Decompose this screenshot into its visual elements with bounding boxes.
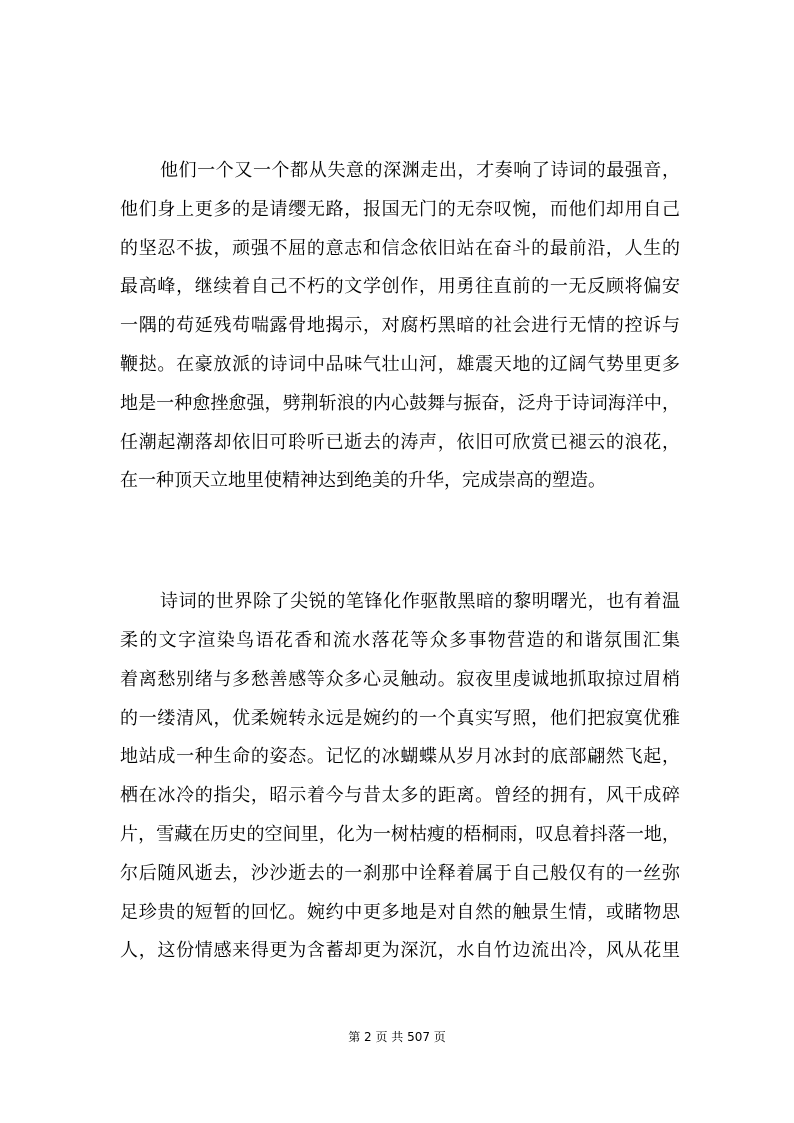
text-line: 他们一个又一个都从失意的深渊走出，才奏响了诗词的最强音， [160, 160, 680, 181]
text-line: 他们身上更多的是请缨无路，报国无门的无奈叹惋，而他们却用自己 [120, 198, 680, 220]
document-body [120, 152, 680, 971]
text-line: 的坚忍不拔，顽强不屈的意志和信念依旧站在奋斗的最前沿，人生的 [120, 237, 680, 259]
text-line: 柔的文字渲染鸟语花香和流水落花等众多事物营造的和谐氛围汇集 [120, 629, 680, 651]
text-line: 地是一种愈挫愈强，劈荆斩浪的内心鼓舞与振奋，泛舟于诗词海洋中， [120, 392, 680, 414]
text-line: 足珍贵的短暂的回忆。婉约中更多地是对自然的触景生情，或睹物思 [120, 901, 680, 923]
paragraph-2 [120, 583, 680, 971]
page-footer: 第 2 页 共 507 页 [348, 1030, 446, 1044]
text-line: 尔后随风逝去，沙沙逝去的一刹那中诠释着属于自己般仅有的一丝弥 [120, 862, 680, 884]
paragraph-1 [120, 152, 680, 501]
paragraph-spacer [120, 501, 680, 583]
text-line: 着离愁别绪与多愁善感等众多心灵触动。寂夜里虔诚地抓取掠过眉梢 [120, 668, 680, 690]
text-line: 任潮起潮落却依旧可聆听已逝去的涛声，依旧可欣赏已褪云的浪花， [120, 431, 680, 453]
text-line: 人，这份情感来得更为含蓄却更为深沉，水自竹边流出冷，风从花里 [120, 940, 680, 962]
text-line: 鞭挞。在豪放派的诗词中品味气壮山河，雄震天地的辽阔气势里更多 [120, 353, 680, 375]
text-line: 的一缕清风，优柔婉转永远是婉约的一个真实写照，他们把寂寞优雅 [120, 707, 680, 729]
text-line: 片，雪藏在历史的空间里，化为一树枯瘦的梧桐雨，叹息着抖落一地， [120, 823, 680, 845]
text-line: 在一种顶天立地里使精神达到绝美的升华，完成崇高的塑造。 [120, 470, 606, 492]
text-line: 地站成一种生命的姿态。记忆的冰蝴蝶从岁月冰封的底部翩然飞起， [120, 746, 680, 768]
text-line: 一隅的苟延残苟喘露骨地揭示，对腐朽黑暗的社会进行无情的控诉与 [120, 315, 680, 337]
text-line: 最高峰，继续着自己不朽的文学创作，用勇往直前的一无反顾将偏安 [120, 276, 680, 298]
text-line: 诗词的世界除了尖锐的笔锋化作驱散黑暗的黎明曙光，也有着温 [160, 591, 680, 613]
text-line: 栖在冰冷的指尖，昭示着今与昔太多的距离。曾经的拥有，风干成碎 [120, 785, 680, 807]
